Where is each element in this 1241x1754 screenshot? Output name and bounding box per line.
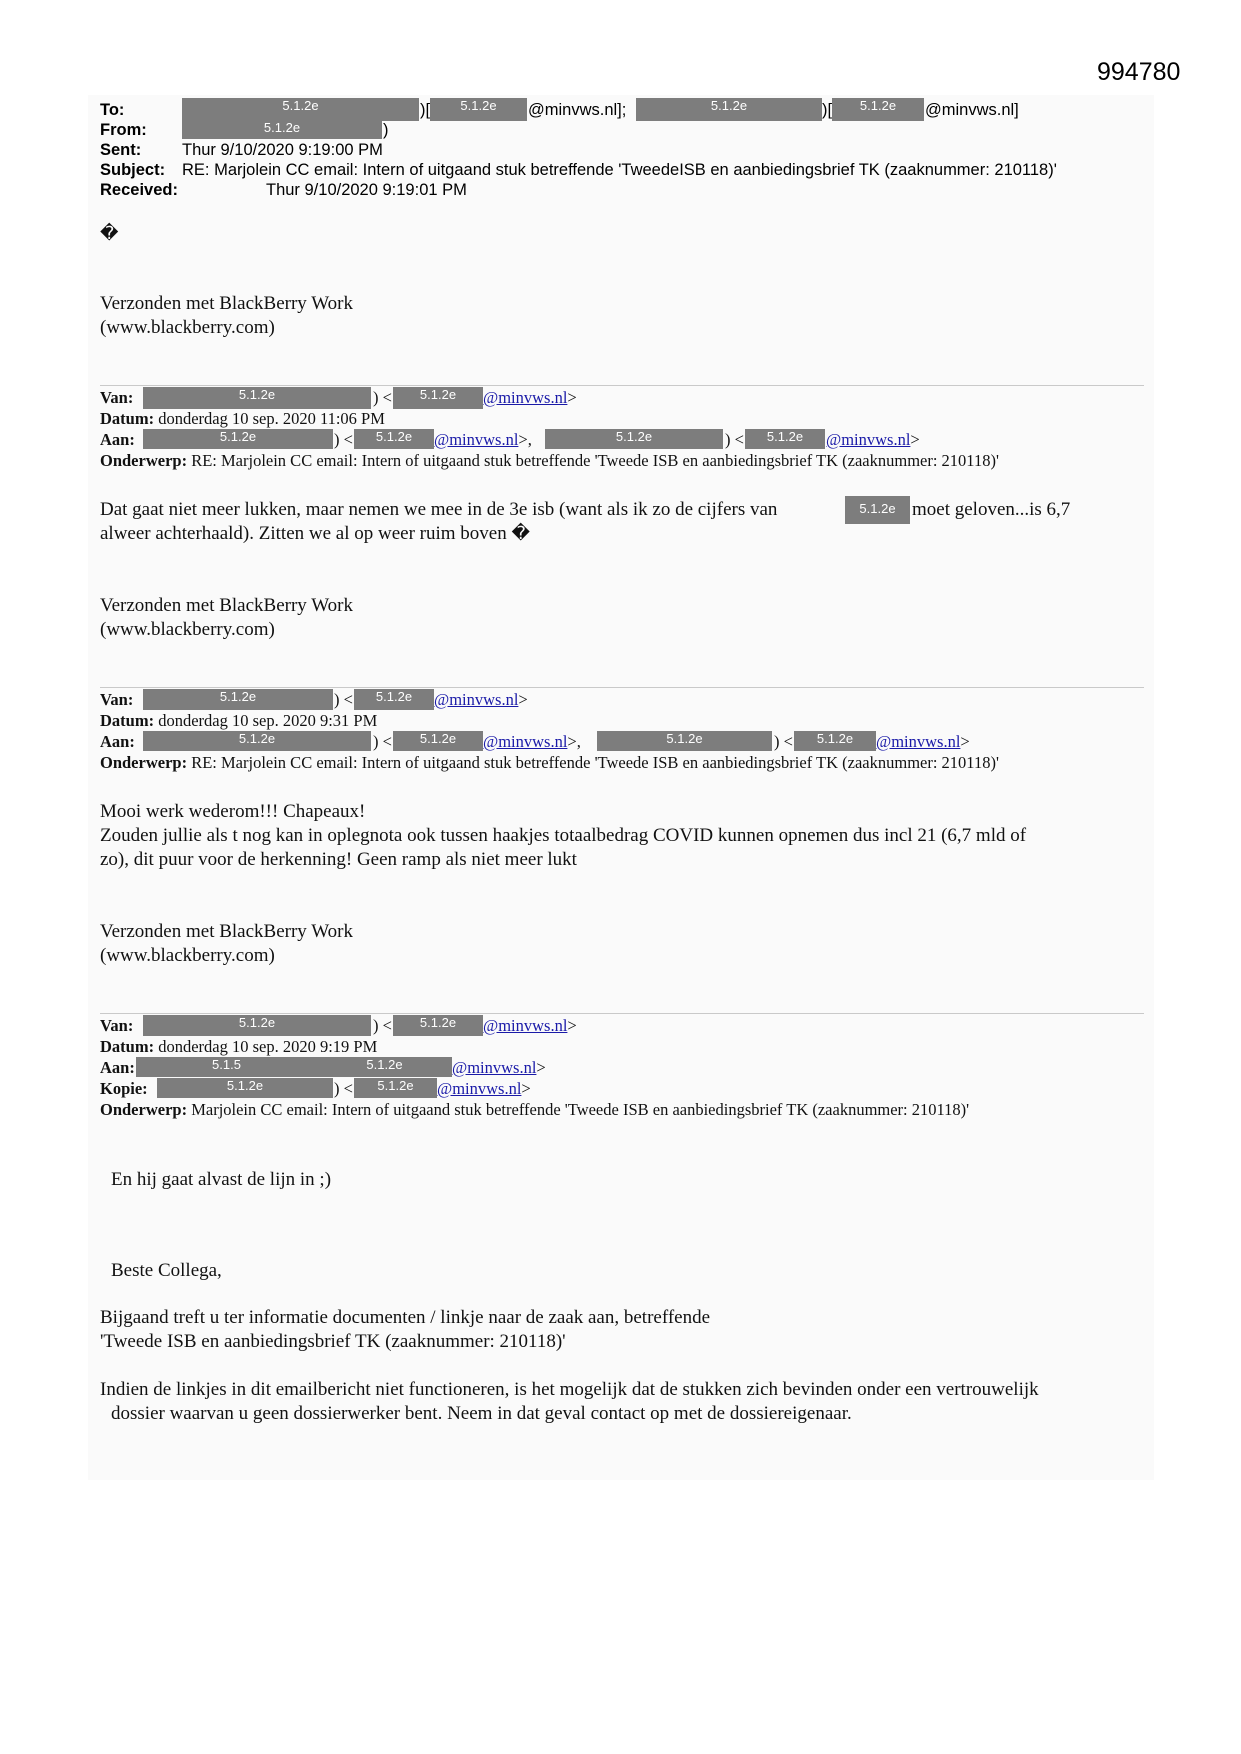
bracket-text: ) < bbox=[334, 1079, 353, 1098]
separator-line bbox=[100, 687, 1144, 688]
signature-line: Verzonden met BlackBerry Work bbox=[100, 921, 353, 942]
signature-line: Verzonden met BlackBerry Work bbox=[100, 293, 353, 314]
redaction-box: 5.1.2e bbox=[393, 731, 483, 751]
email-link[interactable]: @minvws.nl bbox=[826, 430, 911, 449]
bracket-text: ) < bbox=[373, 388, 392, 407]
email-address: @minvws.nl> bbox=[826, 430, 920, 449]
redaction-box: 5.1.5 bbox=[136, 1057, 317, 1077]
email-address: @minvws.nl> bbox=[483, 388, 577, 407]
van-label: Van: bbox=[100, 1016, 134, 1035]
sent-label: Sent: bbox=[100, 141, 142, 159]
from-label: From: bbox=[100, 121, 147, 139]
bracket-text: ) < bbox=[373, 732, 392, 751]
received-label: Received: bbox=[100, 181, 178, 199]
redaction-box: 5.1.2e bbox=[393, 1015, 483, 1036]
message-body: 'Tweede ISB en aanbiedingsbrief TK (zaaknummer: 210118)' bbox=[100, 1331, 566, 1352]
redaction-box: 5.1.2e bbox=[832, 98, 924, 121]
aan-label: Aan: bbox=[100, 732, 135, 751]
redaction-box: 5.1.2e bbox=[143, 1015, 371, 1036]
message-body: moet geloven...is 6,7 bbox=[912, 499, 1071, 520]
email-address: @minvws.nl> bbox=[437, 1079, 531, 1098]
document-number: 994780 bbox=[1097, 58, 1181, 86]
subject-value: RE: Marjolein CC email: Intern of uitgaand stuk betreffende 'TweedeISB en aanbiedingsbrief TK (zaaknummer: 210118)' bbox=[182, 161, 1057, 179]
signature-link: (www.blackberry.com) bbox=[100, 317, 275, 338]
signature-line: Verzonden met BlackBerry Work bbox=[100, 595, 353, 616]
email-address: @minvws.nl>, bbox=[434, 430, 532, 449]
message-body: dossier waarvan u geen dossierwerker bent. Neem in dat geval contact op met de dossiereigenaar. bbox=[111, 1403, 852, 1424]
redaction-box: 5.1.2e bbox=[794, 731, 876, 751]
email-link[interactable]: @minvws.nl bbox=[437, 1079, 522, 1098]
redaction-box: 5.1.2e bbox=[143, 429, 333, 449]
signature-link: (www.blackberry.com) bbox=[100, 945, 275, 966]
email-address: @minvws.nl> bbox=[434, 690, 528, 709]
redaction-box: 5.1.2e bbox=[182, 120, 382, 139]
to-domain-1: @minvws.nl]; bbox=[528, 101, 627, 119]
email-address: @minvws.nl> bbox=[483, 1016, 577, 1035]
separator-line bbox=[100, 1013, 1144, 1014]
redaction-box: 5.1.2e bbox=[745, 429, 825, 449]
email-link[interactable]: @minvws.nl bbox=[483, 732, 568, 751]
message-body: Zouden jullie als t nog kan in oplegnota ook tussen haakjes totaalbedrag COVID kunnen opnemen dus incl 21 (6,7 mld of bbox=[100, 825, 1027, 846]
redaction-box: 5.1.2e bbox=[636, 98, 822, 121]
bracket-text: ) < bbox=[373, 1016, 392, 1035]
signature-link: (www.blackberry.com) bbox=[100, 619, 275, 640]
redaction-box: 5.1.2e bbox=[393, 387, 483, 409]
email-address: @minvws.nl> bbox=[452, 1058, 546, 1077]
message-body: alweer achterhaald). Zitten we al op weer ruim boven � bbox=[100, 523, 530, 544]
email-link[interactable]: @minvws.nl bbox=[452, 1058, 537, 1077]
replacement-char: � bbox=[100, 223, 119, 244]
subject-label: Subject: bbox=[100, 161, 166, 179]
bracket-text: ) < bbox=[774, 732, 793, 751]
to-label: To: bbox=[100, 101, 125, 119]
bracket-text: )[ bbox=[420, 101, 431, 119]
redaction-box: 5.1.2e bbox=[182, 98, 419, 121]
redaction-box: 5.1.2e bbox=[430, 98, 527, 121]
email-link[interactable]: @minvws.nl bbox=[483, 1016, 568, 1035]
message-body: zo), dit puur voor de herkenning! Geen ramp als niet meer lukt bbox=[100, 849, 577, 870]
redaction-box: 5.1.2e bbox=[143, 387, 371, 409]
onderwerp-line: Onderwerp: RE: Marjolein CC email: Intern of uitgaand stuk betreffende 'Tweede ISB en aanbiedingsbrief TK (zaaknummer: 210118)' bbox=[100, 753, 999, 772]
message-body: En hij gaat alvast de lijn in ;) bbox=[111, 1169, 332, 1190]
message-body: Beste Collega, bbox=[111, 1260, 222, 1281]
redaction-box: 5.1.2e bbox=[354, 689, 434, 710]
to-domain-2: @minvws.nl] bbox=[925, 101, 1019, 119]
aan-label: Aan: bbox=[100, 1058, 135, 1077]
datum-line: Datum: donderdag 10 sep. 2020 9:19 PM bbox=[100, 1037, 378, 1056]
email-link[interactable]: @minvws.nl bbox=[483, 388, 568, 407]
received-value: Thur 9/10/2020 9:19:01 PM bbox=[266, 181, 467, 199]
email-link[interactable]: @minvws.nl bbox=[434, 690, 519, 709]
aan-label: Aan: bbox=[100, 430, 135, 449]
email-address: @minvws.nl> bbox=[876, 732, 970, 751]
message-body: Dat gaat niet meer lukken, maar nemen we mee in de 3e isb (want als ik zo de cijfers van bbox=[100, 499, 778, 520]
separator-line bbox=[100, 385, 1144, 386]
bracket-text: )[ bbox=[822, 101, 833, 119]
van-label: Van: bbox=[100, 388, 134, 407]
message-body: Mooi werk wederom!!! Chapeaux! bbox=[100, 801, 366, 822]
redaction-box: 5.1.2e bbox=[354, 429, 434, 449]
bracket-text: ) < bbox=[334, 430, 353, 449]
onderwerp-line: Onderwerp: Marjolein CC email: Intern of uitgaand stuk betreffende 'Tweede ISB en aanbiedingsbrief TK (zaaknummer: 210118)' bbox=[100, 1100, 970, 1119]
sent-value: Thur 9/10/2020 9:19:00 PM bbox=[182, 141, 383, 159]
email-link[interactable]: @minvws.nl bbox=[434, 430, 519, 449]
datum-line: Datum: donderdag 10 sep. 2020 11:06 PM bbox=[100, 409, 385, 428]
redaction-box: 5.1.2e bbox=[597, 731, 772, 751]
message-body: Bijgaand treft u ter informatie documenten / linkje naar de zaak aan, betreffende bbox=[100, 1307, 711, 1328]
redaction-box: 5.1.2e bbox=[317, 1057, 452, 1077]
kopie-label: Kopie: bbox=[100, 1079, 148, 1098]
redaction-box: 5.1.2e bbox=[143, 731, 371, 751]
redaction-box: 5.1.2e bbox=[545, 429, 723, 449]
redaction-box: 5.1.2e bbox=[157, 1078, 333, 1098]
email-link[interactable]: @minvws.nl bbox=[876, 732, 961, 751]
bracket-text: ) bbox=[383, 121, 389, 139]
message-body: Indien de linkjes in dit emailbericht niet functioneren, is het mogelijk dat de stukken zich bevinden onder een vertrouwelijk bbox=[100, 1379, 1039, 1400]
bracket-text: ) < bbox=[725, 430, 744, 449]
redaction-box: 5.1.2e bbox=[845, 496, 910, 524]
email-address: @minvws.nl>, bbox=[483, 732, 581, 751]
onderwerp-line: Onderwerp: RE: Marjolein CC email: Intern of uitgaand stuk betreffende 'Tweede ISB en aanbiedingsbrief TK (zaaknummer: 210118)' bbox=[100, 451, 999, 470]
redaction-box: 5.1.2e bbox=[354, 1078, 437, 1098]
van-label: Van: bbox=[100, 690, 134, 709]
redaction-box: 5.1.2e bbox=[143, 689, 333, 710]
datum-line: Datum: donderdag 10 sep. 2020 9:31 PM bbox=[100, 711, 378, 730]
bracket-text: ) < bbox=[334, 690, 353, 709]
